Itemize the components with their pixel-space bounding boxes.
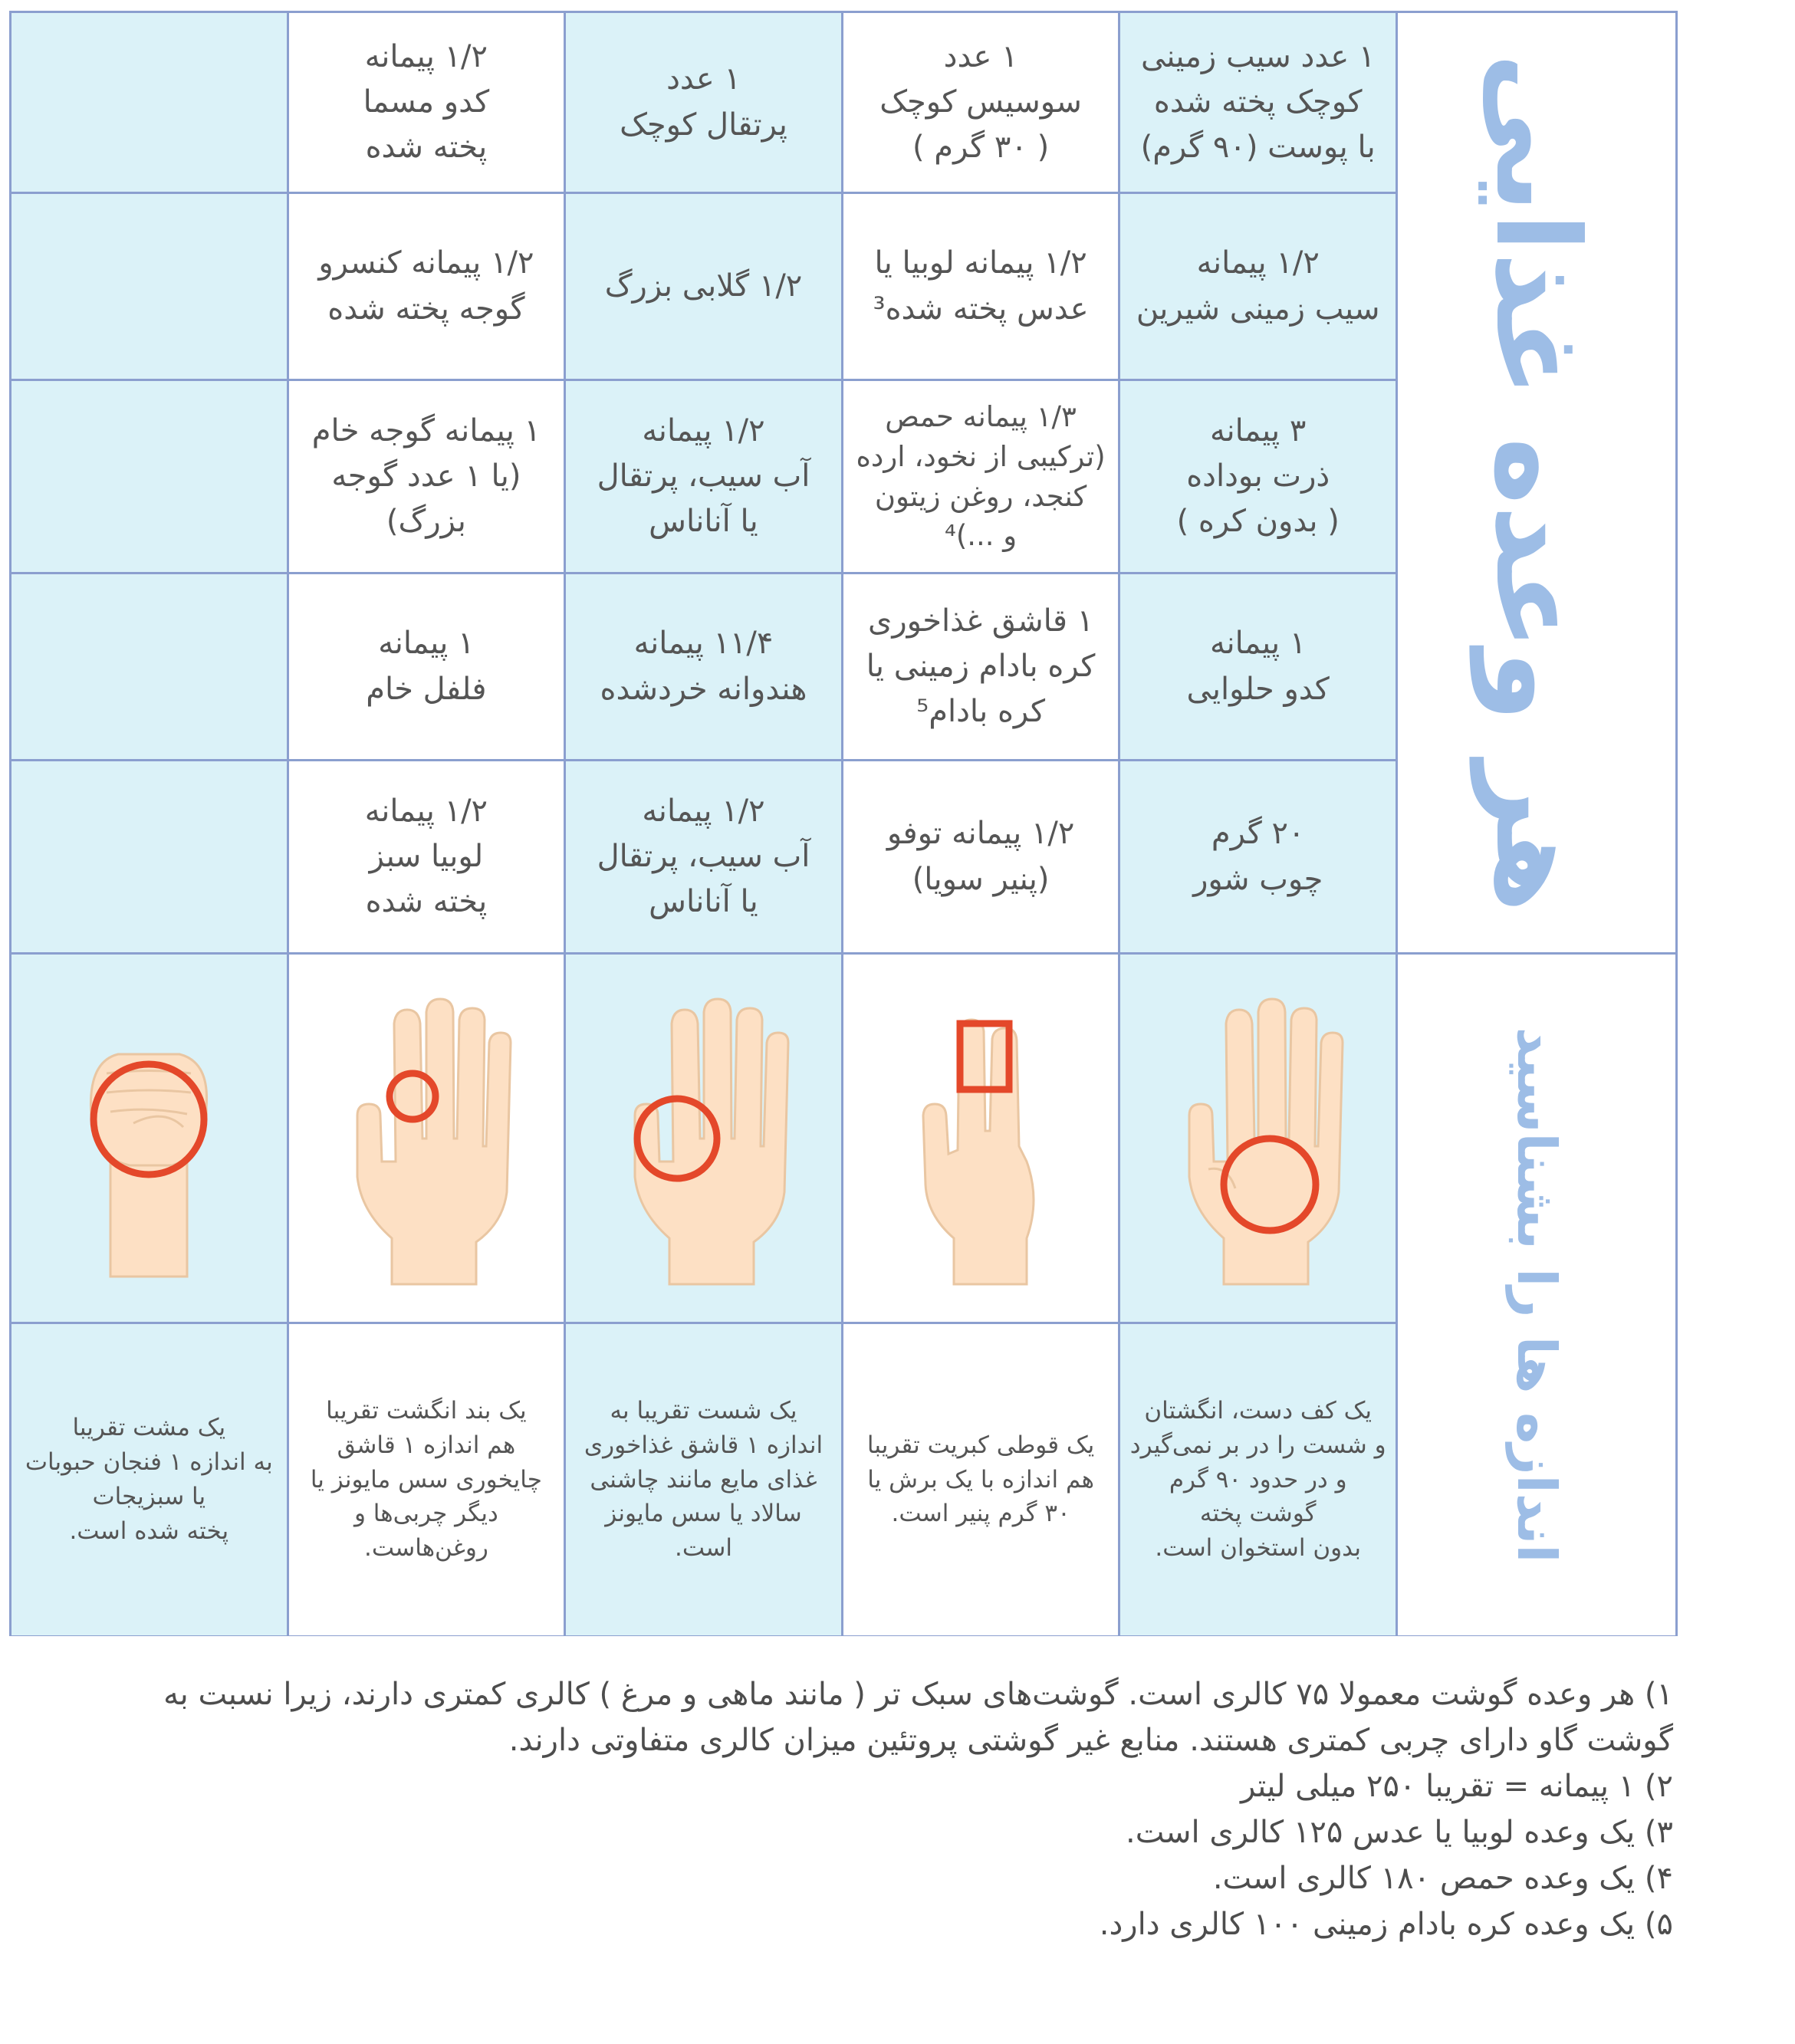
hand-cell [566, 955, 843, 1324]
food-cell: ۱ قاشق غذاخوری کره بادام زمینی یا کره بادام⁵ [843, 574, 1121, 761]
description-cell: یک مشت تقریبا به اندازه ۱ فنجان حبوبات یا سبزیجات پخته شده است. [12, 1324, 289, 1635]
food-cell: ۱/۲ پیمانه سیب زمینی شیرین [1120, 194, 1398, 381]
food-cell: ۱/۲ پیمانه آب سیب، پرتقال یا آناناس [566, 381, 843, 574]
food-cell: ۱ عدد سوسیس کوچک ( ۳۰ گرم ) [843, 13, 1121, 194]
food-cell [12, 574, 289, 761]
food-cell [12, 13, 289, 194]
food-cell: ۲۰ گرم چوب شور [1120, 761, 1398, 955]
footnote-line: ۴) یک وعده حمص ۱۸۰ کالری است. [1212, 1861, 1673, 1896]
food-cell: ۱۱/۴ پیمانه هندوانه خردشده [566, 574, 843, 761]
thumb-icon [589, 978, 819, 1300]
food-cell: ۱/۲ پیمانه لوبیا یا عدس پخته شده³ [843, 194, 1121, 381]
food-cell: ۱ عدد سیب زمینی کوچک پخته شده با پوست (۹۰ گرم) [1120, 13, 1398, 194]
footnote-line: ۱) هر وعده گوشت معمولا ۷۵ کالری است. گوشت‌های سبک تر ( مانند ماهی و مرغ ) کالری کمتری دارند، زیرا نسبت به [163, 1677, 1673, 1712]
description-cell: یک کف دست، انگشتان و شست را در بر نمی‌گیرد و در حدود ۹۰ گرم گوشت پخته بدون استخوان است. [1120, 1324, 1398, 1635]
subtitle-cell [1398, 955, 1675, 1635]
hand-cell [12, 955, 289, 1324]
food-cell: ۱/۳ پیمانه حمص (ترکیبی از نخود، ارده کنجد، روغن زیتون و ...)⁴ [843, 381, 1121, 574]
food-cell: ۱/۲ پیمانه لوبیا سبز پخته شده [289, 761, 567, 955]
two-fingers-icon [866, 978, 1096, 1300]
food-cell [12, 194, 289, 381]
palm-icon [1143, 978, 1373, 1300]
footnotes [9, 1671, 1673, 1947]
footnote-line: ۳) یک وعده لوبیا یا عدس ۱۲۵ کالری است. [1125, 1815, 1673, 1850]
hand-cell [1120, 955, 1398, 1324]
page-subtitle: اندازه ها را بشناسید [1505, 1027, 1568, 1563]
food-cell: ۱ پیمانه گوجه خام (یا ۱ عدد گوجه بزرگ) [289, 381, 567, 574]
fingertip-icon [311, 978, 541, 1300]
description-cell: یک شست تقریبا به اندازه ۱ قاشق غذاخوری غذای مایع مانند چاشنی سالاد یا سس مایونز است. [566, 1324, 843, 1635]
food-cell: ۱/۲ پیمانه کدو مسما پخته شده [289, 13, 567, 194]
fist-icon [34, 978, 264, 1300]
food-cell: ۱ پیمانه کدو حلوایی [1120, 574, 1398, 761]
food-cell: ۱/۲ پیمانه آب سیب، پرتقال یا آناناس [566, 761, 843, 955]
description-cell: یک قوطی کبریت تقریبا هم اندازه با یک برش یا ۳۰ گرم پنیر است. [843, 1324, 1121, 1635]
food-cell: ۳ پیمانه ذرت بوداده ( بدون کره ) [1120, 381, 1398, 574]
portion-table [9, 11, 1678, 1636]
footnote-line: ۲) ۱ پیمانه = تقریبا ۲۵۰ میلی لیتر [1241, 1769, 1673, 1804]
food-cell: ۱/۲ گلابی بزرگ [566, 194, 843, 381]
title-cell [1398, 13, 1675, 955]
food-cell [12, 381, 289, 574]
hand-cell [289, 955, 567, 1324]
footnote-line: گوشت گاو دارای چربی کمتری هستند. منابع غیر گوشتی پروتئین میزان کالری متفاوتی دارند. [508, 1723, 1673, 1758]
food-cell: ۱ عدد پرتقال کوچک [566, 13, 843, 194]
food-cell: ۱/۲ پیمانه کنسرو گوجه پخته شده [289, 194, 567, 381]
page-title: هر وعده غذایی [1470, 52, 1603, 913]
food-cell [12, 761, 289, 955]
description-cell: یک بند انگشت تقریبا هم اندازه ۱ قاشق چایخوری سس مایونز یا دیگر چربی‌ها و روغن‌هاست. [289, 1324, 567, 1635]
hand-cell [843, 955, 1121, 1324]
food-cell: ۱ پیمانه فلفل خام [289, 574, 567, 761]
footnote-line: ۵) یک وعده کره بادام زمینی ۱۰۰ کالری دارد. [1099, 1907, 1673, 1942]
food-cell: ۱/۲ پیمانه توفو (پنیر سویا) [843, 761, 1121, 955]
